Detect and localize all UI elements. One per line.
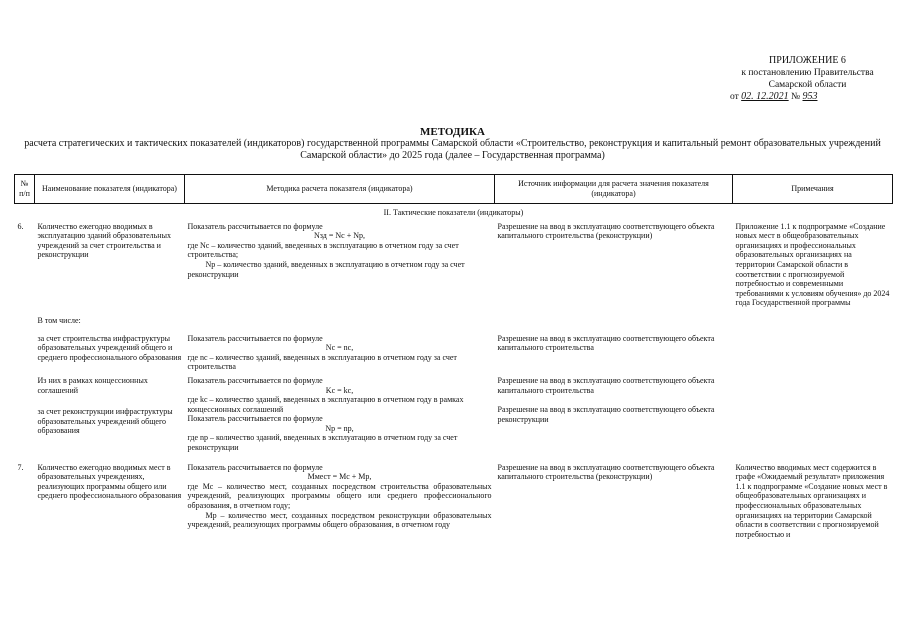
method-text: где Nc – количество зданий, введенных в эксплуатацию в отчетном году за счет строительства;	[187, 240, 459, 260]
indicator-name: за счет строительства инфраструктуры образовательных учреждений общего и среднего профессионального образования	[37, 333, 182, 362]
source-cell: Разрешение на ввод в эксплуатацию соответствующего объекта капитального строительства	[497, 333, 715, 353]
appendix-line-2: к постановлению Правительства	[741, 68, 874, 78]
method-text: Mр – количество мест, созданных посредством реконструкции образовательных учреждений, реализующих программы общего образования, в отчетном году	[187, 510, 492, 530]
method-text: где kc – количество зданий, введенных в эксплуатацию в отчетном году в рамках концессионных соглашений	[187, 395, 464, 414]
table-row	[15, 332, 893, 374]
section-title: II. Тактические показатели (индикаторы)	[383, 208, 524, 217]
indicator-name: Количество ежегодно вводимых мест в образовательных учреждениях, реализующих программы общего или среднего профессионального образования	[37, 462, 182, 501]
indicator-name-text: Из них в рамках концессионных соглашений	[37, 375, 148, 395]
method-cell	[185, 220, 495, 310]
source-text: Разрешение на ввод в эксплуатацию соответствующего объекта капитального строительства	[497, 375, 715, 395]
method-text: где Mc – количество мест, созданных посредством строительства образовательных учреждений, реализующих программы общего или среднего профессионального образования, в отчетном году;	[187, 481, 492, 511]
appendix-line-3: Самарской области	[768, 80, 847, 90]
indicator-name: Количество ежегодно вводимых в эксплуатацию зданий образовательных учреждений за счет строительства и реконструкции	[37, 221, 171, 260]
method-text: Показатель рассчитывается по формуле	[187, 333, 323, 343]
appendix-date-line	[720, 91, 895, 103]
method-text: где nc – количество зданий, введенных в эксплуатацию в отчетном году за счет строительства	[187, 352, 457, 372]
formula: Mмест = Mc + Mр,	[307, 472, 372, 482]
table-row	[15, 220, 893, 310]
section-row	[15, 204, 893, 220]
method-text: Показатель рассчитывается по формуле	[187, 462, 323, 472]
table-header-row	[15, 175, 893, 204]
formula: Nр = nр,	[325, 423, 354, 433]
table-row	[15, 374, 893, 455]
number-label: №	[791, 92, 801, 102]
indicators-table	[14, 174, 893, 541]
source-text: Разрешение на ввод в эксплуатацию соответствующего объекта реконструкции	[497, 405, 715, 424]
table-row	[15, 455, 893, 542]
appendix-block	[720, 55, 895, 103]
indicator-name-text: за счет реконструкции инфраструктуры образовательных учреждений общего образования	[37, 407, 173, 436]
source-cell	[495, 374, 733, 455]
source-cell: Разрешение на ввод в эксплуатацию соответствующего объекта капитального строительства (реконструкции)	[497, 462, 715, 482]
row-number: 7.	[17, 462, 24, 472]
method-text: Показатель рассчитывается по формуле	[187, 221, 323, 231]
date-value: 02. 12.2021	[741, 91, 789, 102]
header-notes: Примечания	[733, 175, 893, 204]
method-cell	[185, 455, 495, 542]
method-text: Nр – количество зданий, введенных в эксплуатацию в отчетном году за счет реконструкции	[187, 259, 465, 279]
including-label: В том числе:	[37, 315, 81, 325]
method-text: где nр – количество зданий, введенных в эксплуатацию в отчетном году за счет реконструкции	[187, 433, 458, 453]
header-source: Источник информации для расчета значения показателя (индикатора)	[495, 175, 733, 204]
header-name: Наименование показателя (индикатора)	[35, 175, 185, 204]
formula: Nc = nc,	[325, 343, 354, 353]
notes-cell: Количество вводимых мест содержится в графе «Ожидаемый результат» приложения 1.1 к подпрограмме «Создание новых мест в общеобразовательных организациях и профессиональных образовательных организациях на территории Самарской области в соответствии с прогнозируемой потребностью и	[735, 462, 888, 539]
table-row	[15, 310, 893, 332]
method-cell	[185, 332, 495, 374]
header-method: Методика расчета показателя (индикатора)	[185, 175, 495, 204]
formula: Kc = kc,	[325, 385, 354, 395]
method-cell	[185, 374, 495, 455]
indicator-name	[35, 374, 185, 455]
source-cell: Разрешение на ввод в эксплуатацию соответствующего объекта капитального строительства (реконструкции)	[497, 221, 715, 241]
header-num: № п/п	[15, 175, 35, 204]
formula: Nзд = Nc + Nр,	[314, 231, 365, 241]
number-value: 953	[802, 91, 818, 102]
date-prefix: от	[730, 92, 739, 102]
method-text: Показатель рассчитывается по формуле	[187, 414, 323, 424]
method-text: Показатель рассчитывается по формуле	[187, 375, 323, 385]
row-number: 6.	[17, 221, 24, 231]
appendix-title: ПРИЛОЖЕНИЕ 6	[769, 55, 846, 66]
notes-cell: Приложение 1.1 к подпрограмме «Создание новых мест в общеобразовательных организациях и профессиональных образовательных организациях на территории Самарской области в соответствии с прогнозируемой потребностью и современными требованиями к условиям обучения» до 2024 года Государственной программы	[735, 221, 890, 308]
document-title	[0, 126, 905, 162]
title-subtitle: расчета стратегических и тактических показателей (индикаторов) государственной программы Самарской области «Строительство, реконструкция и капитальный ремонт образовательных учреждений Самарской области» до 2025 года (далее – Государственная программа)	[24, 138, 881, 161]
title-heading: МЕТОДИКА	[420, 126, 485, 138]
